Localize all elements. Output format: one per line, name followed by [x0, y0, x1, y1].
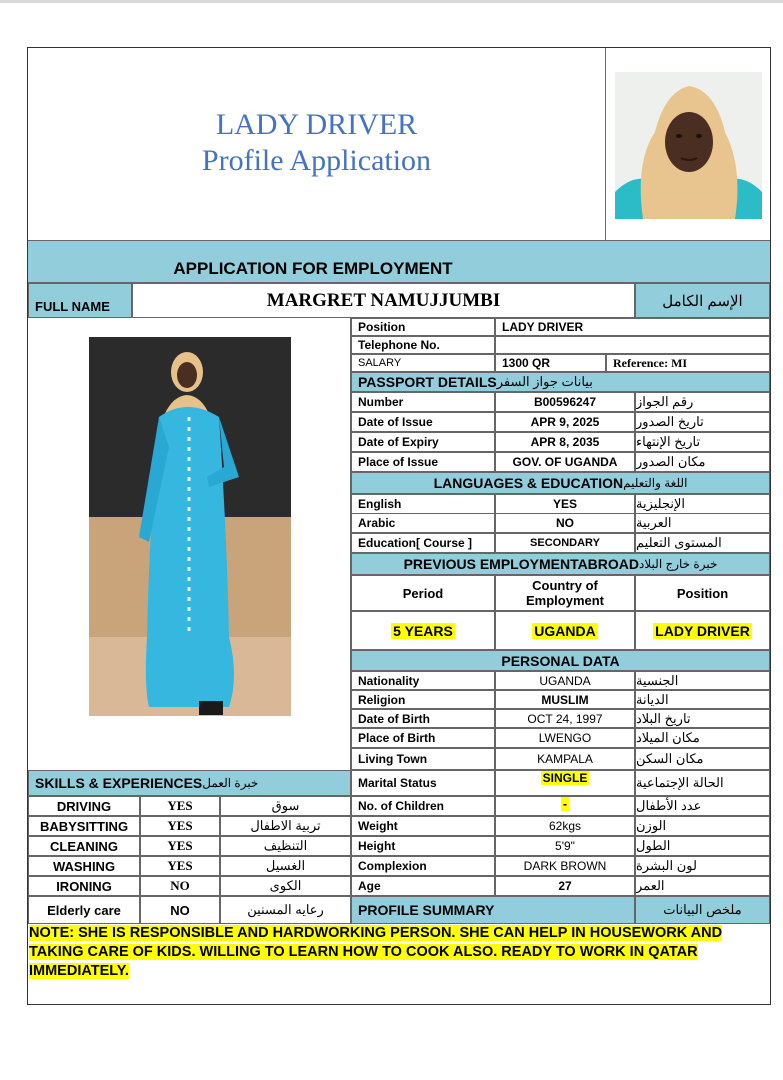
employment-position: LADY DRIVER	[655, 622, 750, 639]
phone-value	[495, 336, 770, 354]
language-row-value: YES	[495, 494, 635, 514]
skill-row-label: DRIVING	[28, 796, 140, 816]
employment-header	[351, 553, 770, 575]
passport-row-label: Date of Issue	[351, 412, 495, 432]
employment-position-cell	[635, 611, 770, 650]
passport-row-value: APR 9, 2025	[495, 412, 635, 432]
personal-row-label: Age	[351, 876, 495, 896]
language-row-arabic: العربية	[635, 513, 770, 533]
passport-header	[351, 372, 770, 392]
summary-header-arabic: ملخص البيانات	[635, 896, 770, 924]
skill-row-label: BABYSITTING	[28, 816, 140, 836]
skill-row-label: CLEANING	[28, 836, 140, 856]
personal-row-label: Complexion	[351, 856, 495, 876]
employment-col-country-line2: Employment	[525, 593, 604, 608]
title-block	[28, 48, 606, 240]
language-row-value: SECONDARY	[495, 533, 635, 553]
personal-row-value: MUSLIM	[541, 692, 589, 707]
personal-row-value-cell	[495, 690, 635, 709]
language-row-label: Education[ Course ]	[351, 533, 495, 553]
skill-row-value: YES	[140, 856, 220, 876]
language-row-label: Arabic	[351, 513, 495, 533]
personal-row-label: Weight	[351, 816, 495, 836]
personal-row-arabic: الديانة	[635, 690, 770, 709]
passport-row-label: Date of Expiry	[351, 432, 495, 452]
passport-row-arabic: تاريخ الصدور	[635, 412, 770, 432]
personal-row-value: UGANDA	[539, 673, 591, 688]
title-line-1: LADY DRIVER	[215, 108, 418, 141]
personal-row-value-cell	[495, 709, 635, 728]
employment-period: 5 YEARS	[393, 622, 453, 639]
language-row-value: NO	[495, 513, 635, 533]
passport-row-arabic: تاريخ الإنتهاء	[635, 432, 770, 452]
personal-row-value: OCT 24, 1997	[527, 711, 603, 726]
skill-row-arabic: التنظيف	[220, 836, 351, 856]
language-row-label: English	[351, 494, 495, 514]
full-name-label: FULL NAME	[28, 283, 132, 318]
personal-row-value-cell	[495, 770, 635, 796]
personal-row-arabic: الحالة الإجتماعية	[635, 770, 770, 796]
personal-row-value-cell	[495, 836, 635, 856]
personal-row-value-cell	[495, 748, 635, 770]
skill-row-value: NO	[140, 896, 220, 924]
personal-row-value-cell	[495, 876, 635, 896]
phone-label: Telephone No.	[351, 336, 495, 354]
employment-country: UGANDA	[534, 622, 596, 639]
passport-row-label: Place of Issue	[351, 452, 495, 472]
personal-row-value: 62kgs	[548, 819, 582, 833]
personal-row-label: Nationality	[351, 671, 495, 690]
personal-row-arabic: عدد الأطفال	[635, 796, 770, 816]
skills-title-arabic: خبرة العمل	[202, 776, 259, 790]
personal-row-value: -	[563, 797, 567, 811]
reference-value: Reference: MI	[606, 354, 770, 372]
personal-row-arabic: مكان السكن	[635, 748, 770, 770]
full-name-arabic: الإسم الكامل	[635, 283, 770, 318]
employment-col-country	[495, 575, 635, 611]
personal-row-arabic: تاريخ البلاد	[635, 709, 770, 728]
personal-row-label: No. of Children	[351, 796, 495, 816]
skill-row-value: YES	[140, 796, 220, 816]
passport-title: PASSPORT DETAILS	[358, 374, 497, 390]
skill-row-value: NO	[140, 876, 220, 896]
personal-row-label: Marital Status	[351, 770, 495, 796]
headshot-photo	[615, 72, 762, 219]
employment-col-position: Position	[635, 575, 770, 611]
employment-country-cell	[495, 611, 635, 650]
salary-label: SALARY	[351, 354, 495, 372]
personal-row-value-cell	[495, 671, 635, 690]
passport-title-arabic: بيانات جواز السفر	[496, 374, 593, 389]
personal-row-label: Religion	[351, 690, 495, 709]
personal-row-value-cell	[495, 816, 635, 836]
languages-title-arabic: اللغة والتعليم	[623, 476, 688, 490]
passport-row-arabic: مكان الصدور	[635, 452, 770, 472]
personal-row-arabic: لون البشرة	[635, 856, 770, 876]
language-row-arabic: المستوى التعليم	[635, 533, 770, 553]
personal-row-arabic: العمر	[635, 876, 770, 896]
profile-note	[29, 924, 769, 981]
personal-row-value-cell	[495, 796, 635, 816]
skill-row-arabic: تربية الاطفال	[220, 816, 351, 836]
skill-row-arabic: الغسيل	[220, 856, 351, 876]
skill-row-label: WASHING	[28, 856, 140, 876]
personal-row-arabic: مكان الميلاد	[635, 728, 770, 748]
personal-row-value: 27	[558, 879, 572, 893]
personal-row-value-cell	[495, 856, 635, 876]
employment-period-cell	[351, 611, 495, 650]
personal-row-arabic: الجنسية	[635, 671, 770, 690]
languages-header	[351, 472, 770, 494]
employment-title-arabic: خبرة خارج البلاد	[639, 557, 718, 571]
personal-row-value: SINGLE	[542, 771, 588, 785]
personal-row-value: 5'9"	[555, 839, 575, 853]
skill-row-label: Elderly care	[28, 896, 140, 924]
personal-row-value: DARK BROWN	[523, 859, 607, 873]
skill-row-label: IRONING	[28, 876, 140, 896]
skill-row-value: YES	[140, 836, 220, 856]
personal-row-label: Living Town	[351, 748, 495, 770]
top-rule	[0, 0, 783, 3]
passport-row-value: APR 8, 2035	[495, 432, 635, 452]
skill-row-value: YES	[140, 816, 220, 836]
personal-row-value: KAMPALA	[537, 752, 593, 766]
personal-row-arabic: الطول	[635, 836, 770, 856]
full-name-value: MARGRET NAMUJJUMBI	[132, 283, 635, 318]
passport-row-value: B00596247	[495, 392, 635, 412]
full-body-photo	[89, 337, 291, 716]
personal-row-label: Date of Birth	[351, 709, 495, 728]
profile-note-text: NOTE: SHE IS RESPONSIBLE AND HARDWORKING PERSON. SHE CAN HELP IN HOUSEWORK AND TAKING CARE OF KIDS. WILLING TO LEARN HOW TO COOK ALSO. READY TO WORK IN QATAR IMMEDIATELY.	[29, 925, 723, 979]
skill-row-arabic: سوق	[220, 796, 351, 816]
skill-row-arabic: رعايه المسنين	[220, 896, 351, 924]
employment-col-country-line1: Country of	[532, 578, 598, 593]
summary-header: PROFILE SUMMARY	[351, 896, 635, 924]
language-row-arabic: الإنجليزية	[635, 494, 770, 514]
skills-title: SKILLS & EXPERIENCES	[35, 775, 203, 791]
employment-title: PREVIOUS EMPLOYMENTABROAD	[403, 556, 640, 572]
passport-row-arabic: رقم الجواز	[635, 392, 770, 412]
passport-row-value: GOV. OF UGANDA	[495, 452, 635, 472]
languages-title: LANGUAGES & EDUCATION	[433, 475, 624, 491]
passport-row-label: Number	[351, 392, 495, 412]
position-value: LADY DRIVER	[495, 318, 770, 336]
personal-row-value-cell	[495, 728, 635, 748]
application-title: APPLICATION FOR EMPLOYMENT	[173, 259, 453, 278]
personal-row-arabic: الوزن	[635, 816, 770, 836]
employment-col-period: Period	[351, 575, 495, 611]
title-line-2: Profile Application	[201, 144, 432, 177]
personal-header: PERSONAL DATA	[351, 650, 770, 671]
skills-header	[28, 770, 351, 796]
salary-value: 1300 QR	[495, 354, 606, 372]
position-label: Position	[351, 318, 495, 336]
personal-row-value: LWENGO	[538, 731, 592, 745]
skill-row-arabic: الكوى	[220, 876, 351, 896]
personal-row-label: Height	[351, 836, 495, 856]
personal-row-label: Place of Birth	[351, 728, 495, 748]
